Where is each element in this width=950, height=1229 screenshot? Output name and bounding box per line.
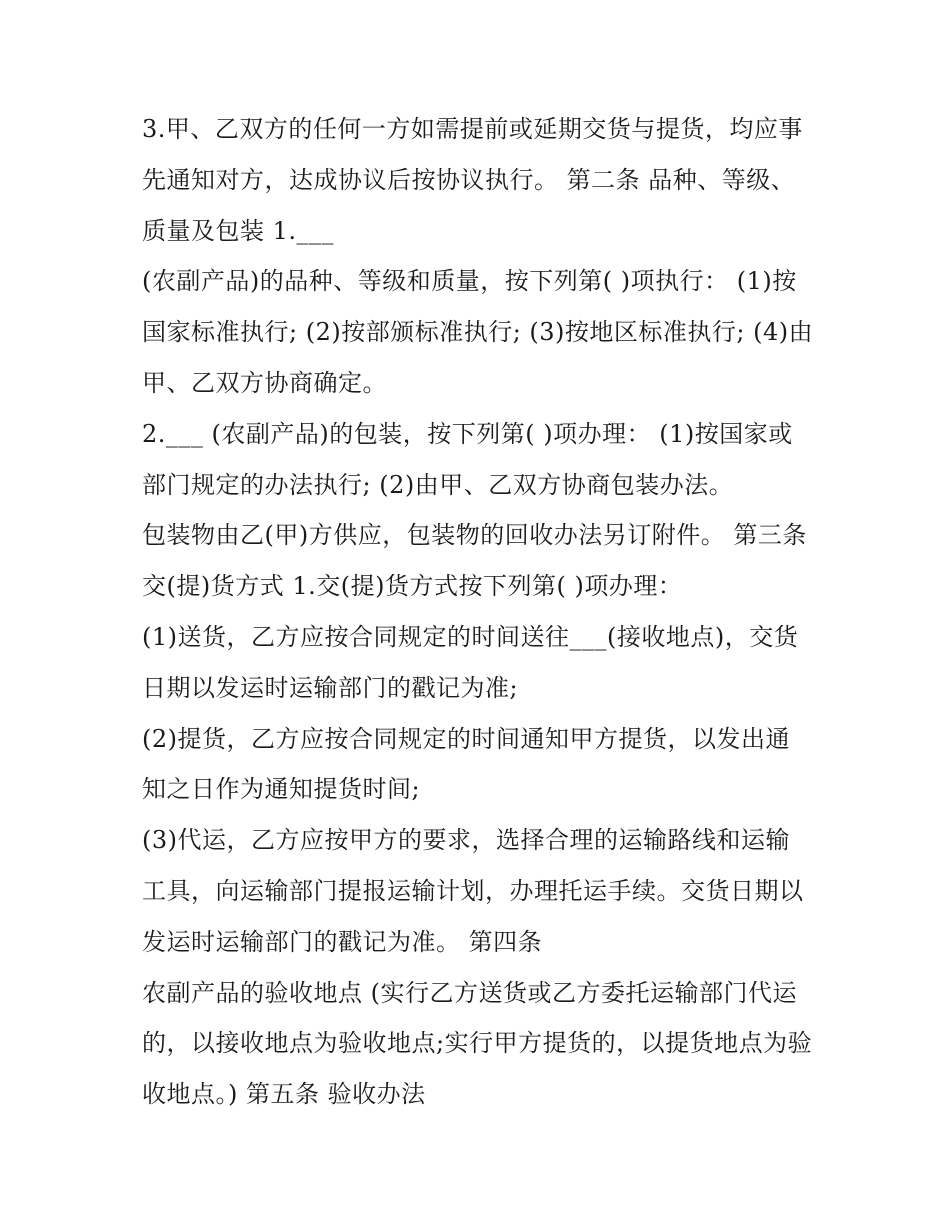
- paragraph-delivery-notice: 3.甲、乙双方的任何一方如需提前或延期交货与提货，均应事先通知对方，达成协议后按协议执行。 第二条 品种、等级、质量及包装 1.___: [142, 115, 803, 245]
- paragraph-packaging: 2.___ (农副产品)的包装，按下列第( )项办理： (1)按国家或部门规定的办法执行; (2)由甲、乙双方协商包装办法。: [142, 419, 793, 499]
- paragraph-delivery-option-2: (2)提货，乙方应按合同规定的时间通知甲方提货，以发出通知之日作为通知提货时间;: [142, 724, 790, 804]
- document-body: [142, 104, 814, 1120]
- paragraph-delivery-option-1: (1)送货，乙方应按合同规定的时间送往___(接收地点)，交货日期以发运时运输部门的戳记为准;: [142, 622, 799, 702]
- paragraph-packaging-supply: 包装物由乙(甲)方供应，包装物的回收办法另订附件。 第三条 交(提)货方式 1.交(提)货方式按下列第( )项办理：: [142, 521, 807, 601]
- paragraph-quality-standard: (农副产品)的品种、等级和质量，按下列第( )项执行： (1)按国家标准执行; (2)按部颁标准执行; (3)按地区标准执行; (4)由甲、乙双方协商确定。: [142, 267, 814, 397]
- paragraph-inspection-location: 农副产品的验收地点 (实行乙方送货或乙方委托运输部门代运的，以接收地点为验收地点;实行甲方提货的，以提货地点为验收地点。) 第五条 验收办法: [142, 978, 813, 1109]
- paragraph-delivery-option-3: (3)代运，乙方应按甲方的要求，选择合理的运输路线和运输工具，向运输部门提报运输计划，办理托运手续。交货日期以发运时运输部门的戳记为准。 第四条: [142, 826, 804, 956]
